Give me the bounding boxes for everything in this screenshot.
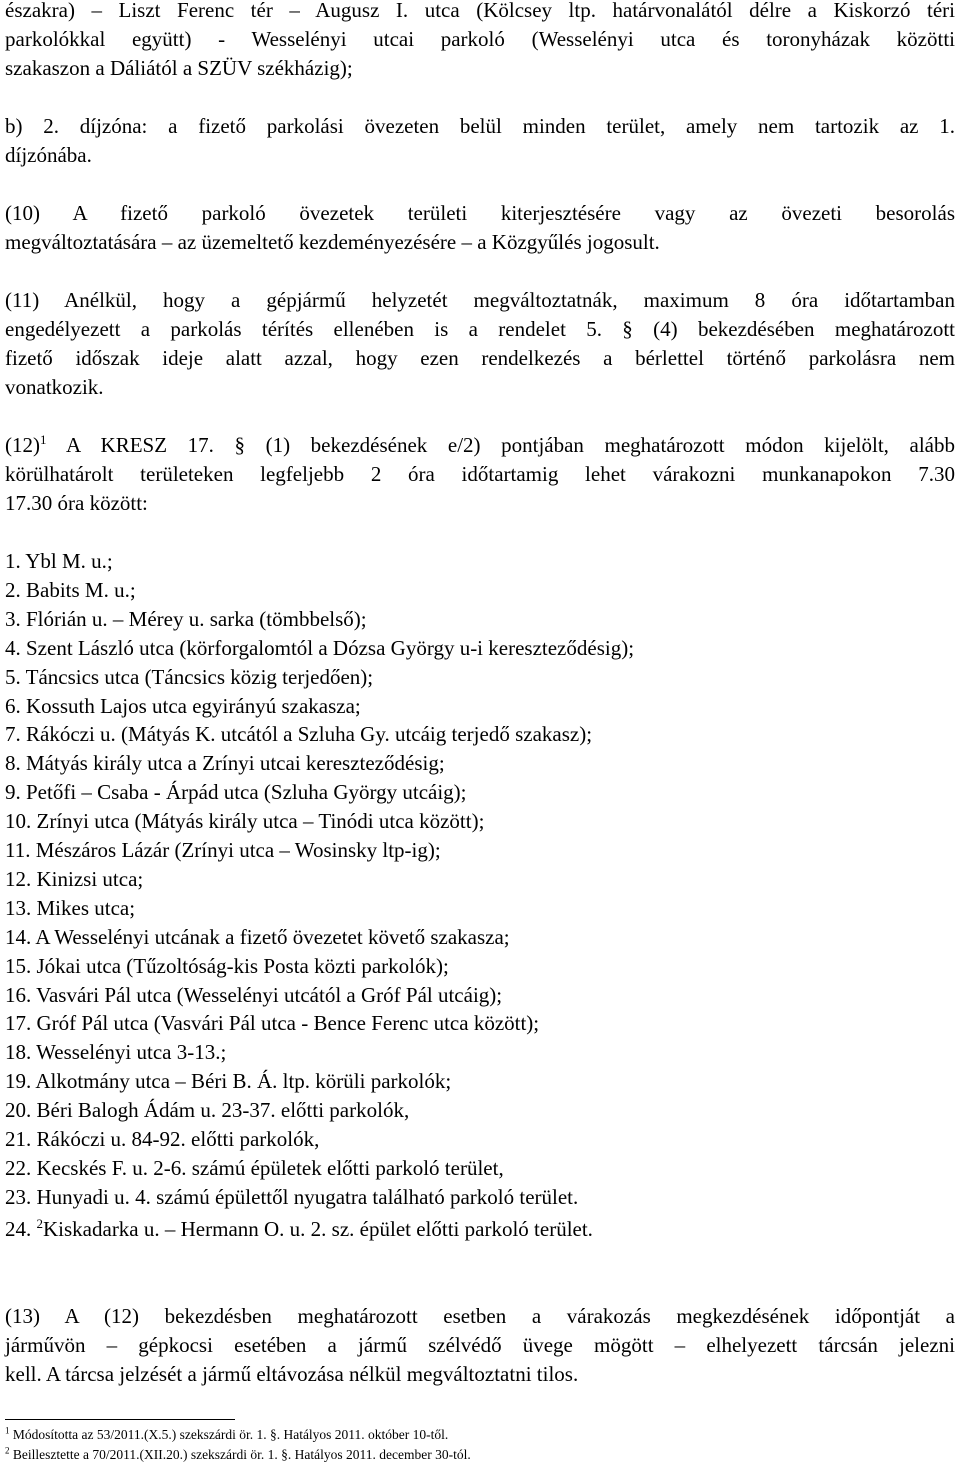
list-item: 9. Petőfi – Csaba - Árpád utca (Szluha György utcáig); (5, 780, 467, 805)
paragraph-line: díjzónába. (5, 143, 92, 167)
footnote (5, 1447, 471, 1463)
paragraph-line: fizető időszak ideje alatt azzal, hogy ezen rendelkezés a bérlettel történő parkolásra nem (5, 346, 955, 370)
list-item-text: Kiskadarka u. – Hermann O. u. 2. sz. épület előtti parkoló terület. (43, 1217, 593, 1241)
list-item: 8. Mátyás király utca a Zrínyi utcai kereszteződésig; (5, 751, 445, 776)
paragraph-line: szakaszon a Dáliától a SZÜV székházig); (5, 56, 353, 80)
footnote-marker: 2 (36, 1216, 43, 1231)
list-item: 16. Vasvári Pál utca (Wesselényi utcától a Gróf Pál utcáig); (5, 982, 503, 1007)
paragraph-line: parkolókkal együtt) - Wesselényi utcai parkoló (Wesselényi utca és toronyházak közötti (5, 27, 955, 51)
footnote-mark: 1 (5, 1425, 10, 1436)
list-item (5, 1215, 955, 1243)
footnote (5, 1427, 448, 1443)
list-item: 20. Béri Balogh Ádám u. 23-37. előtti parkolók, (5, 1098, 410, 1123)
list-item: 17. Gróf Pál utca (Vasvári Pál utca - Bence Ferenc utca között); (5, 1011, 540, 1036)
list-item: 14. A Wesselényi utcának a fizető övezetet követő szakasza; (5, 924, 510, 949)
list-item: 4. Szent László utca (körforgalomtól a Dózsa György u-i kereszteződésig); (5, 635, 635, 660)
paragraph-text: A KRESZ 17. § (1) bekezdésének e/2) pontjában meghatározott módon kijelölt, alább (46, 433, 955, 457)
footnote-text: Beillesztette a 70/2011.(XII.20.) szekszárdi ör. 1. §. Hatályos 2011. december 30-tól. (9, 1447, 471, 1462)
list-item: 5. Táncsics utca (Táncsics közig terjedően); (5, 664, 374, 689)
list-item: 10. Zrínyi utca (Mátyás király utca – Tinódi utca között); (5, 809, 485, 834)
paragraph-line: körülhatárolt területeken legfeljebb 2 óra időtartamig lehet várakozni munkanapokon 7.30 (5, 462, 955, 486)
list-item: 12. Kinizsi utca; (5, 866, 144, 891)
footnote-marker: 1 (40, 432, 47, 447)
list-item: 18. Wesselényi utca 3-13.; (5, 1040, 227, 1065)
list-item: 2. Babits M. u.; (5, 577, 136, 602)
footnote-mark: 2 (5, 1445, 10, 1456)
list-item: 3. Flórián u. – Mérey u. sarka (tömbbelső); (5, 606, 367, 631)
paragraph-line: 17.30 óra között: (5, 491, 148, 515)
list-item: 1. Ybl M. u.; (5, 549, 113, 573)
paragraph-number: (12) (5, 433, 40, 457)
list-item: 7. Rákóczi u. (Mátyás K. utcától a Szluha Gy. utcáig terjedő szakasz); (5, 722, 593, 747)
paragraph-line: megváltoztatására – az üzemeltető kezdeményezésére – a Közgyűlés jogosult. (5, 230, 660, 254)
footnote-separator (5, 1419, 235, 1420)
paragraph-line: vonatkozik. (5, 375, 104, 399)
paragraph-line: (11) Anélkül, hogy a gépjármű helyzetét megváltoztatnák, maximum 8 óra időtartamban (5, 288, 955, 312)
paragraph-line (5, 431, 955, 459)
list-item: 23. Hunyadi u. 4. számú épülettől nyugatra található parkoló terület. (5, 1184, 579, 1209)
list-item: 22. Kecskés F. u. 2-6. számú épületek előtti parkoló terület, (5, 1155, 504, 1180)
list-item: 15. Jókai utca (Tűzoltóság-kis Posta közti parkolók); (5, 953, 449, 978)
paragraph-line: b) 2. díjzóna: a fizető parkolási övezeten belül minden terület, amely nem tartozik az 1. (5, 114, 955, 138)
paragraph-line: (13) A (12) bekezdésben meghatározott esetben a várakozás megkezdésének időpontját a (5, 1304, 955, 1328)
list-item: 6. Kossuth Lajos utca egyirányú szakasza; (5, 693, 361, 718)
list-item: 13. Mikes utca; (5, 895, 136, 920)
paragraph-line: északra) – Liszt Ferenc tér – Augusz I. utca (Kölcsey ltp. határvonalától délre a Kiskorzó téri (5, 0, 955, 22)
footnote-text: Módosította az 53/2011.(X.5.) szekszárdi ör. 1. §. Hatályos 2011. október 10-től. (9, 1427, 449, 1442)
list-item-number: 24. (5, 1217, 37, 1241)
list-item: 21. Rákóczi u. 84-92. előtti parkolók, (5, 1127, 320, 1151)
paragraph-line: engedélyezett a parkolás térítés ellenében is a rendelet 5. § (4) bekezdésében meghatározott (5, 317, 955, 341)
paragraph-line: kell. A tárcsa jelzését a jármű eltávozása nélkül megváltoztatni tilos. (5, 1362, 579, 1386)
list-item: 11. Mészáros Lázár (Zrínyi utca – Wosinsky ltp-ig); (5, 838, 441, 862)
paragraph-line: járművön – gépkocsi esetében a jármű szélvédő üvege mögött – elhelyezett tárcsán jelezni (5, 1333, 955, 1357)
list-item: 19. Alkotmány utca – Béri B. Á. ltp. körüli parkolók; (5, 1069, 452, 1094)
paragraph-line: (10) A fizető parkoló övezetek területi kiterjesztésére vagy az övezeti besorolás (5, 201, 955, 225)
